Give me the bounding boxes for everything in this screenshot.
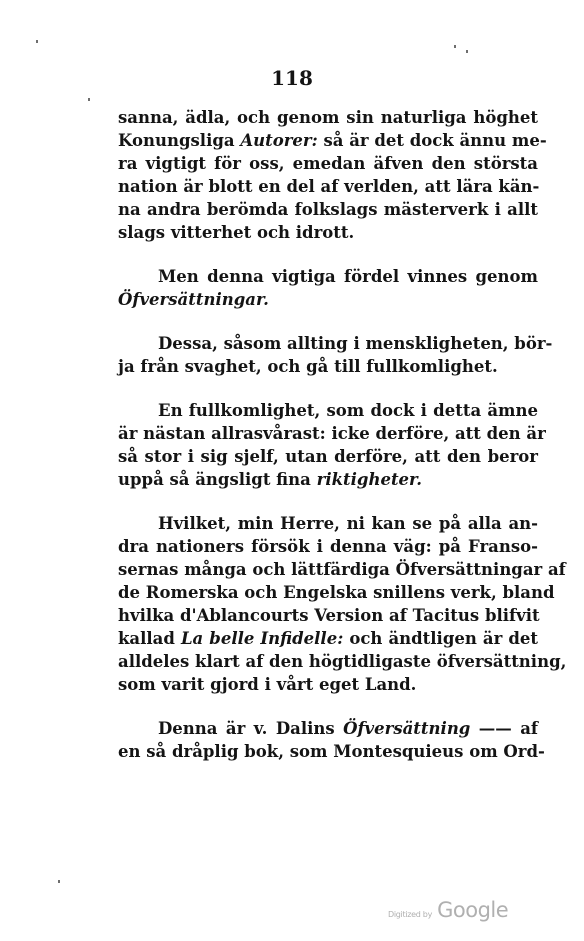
text-line xyxy=(118,198,538,221)
scan-speck xyxy=(58,880,60,883)
text-span: sernas många och lättfärdiga Öfversättningar af xyxy=(118,560,566,579)
text-span: ra vigtigt för oss, emedan äfven den största xyxy=(118,154,538,173)
google-logo-text: Google xyxy=(437,898,509,922)
text-span: Dessa, såsom allting i menskligheten, bör- xyxy=(158,334,553,353)
text-span: En fullkomlighet, som dock i detta ämne xyxy=(158,401,538,420)
scan-speck xyxy=(88,98,90,101)
text-span: dra nationers försök i denna väg: på Franso- xyxy=(118,537,538,556)
italic-span: Autorer: xyxy=(240,131,318,150)
text-span: Konungsliga xyxy=(118,131,241,150)
paragraph xyxy=(118,399,546,491)
text-span: som varit gjord i vårt eget Land. xyxy=(118,675,417,694)
paragraph xyxy=(118,512,567,696)
paragraph xyxy=(118,332,553,378)
text-span: så är det dock ännu me- xyxy=(317,131,547,150)
text-span: de Romerska och Engelska snillens verk, bland xyxy=(118,583,555,602)
italic-span: Öfversättning xyxy=(343,719,471,738)
text-line xyxy=(118,265,538,288)
text-span: —— af xyxy=(470,719,538,738)
text-span: Denna är v. Dalins xyxy=(158,719,344,738)
text-span: uppå så ängsligt fina xyxy=(118,470,317,489)
text-line xyxy=(118,399,538,422)
text-line xyxy=(118,355,538,378)
text-line xyxy=(118,604,538,627)
text-span: Hvilket, min Herre, ni kan se på alla an- xyxy=(158,514,538,533)
text-line xyxy=(118,558,566,581)
paragraph xyxy=(118,265,538,311)
text-line xyxy=(118,740,545,763)
text-line xyxy=(118,512,538,535)
paragraph xyxy=(118,106,547,244)
text-line xyxy=(118,106,538,129)
text-span: kallad xyxy=(118,629,181,648)
italic-span: riktigheter. xyxy=(316,470,422,489)
scan-speck xyxy=(36,40,38,43)
text-line xyxy=(118,717,538,740)
body-text xyxy=(118,106,567,784)
text-span: hvilka d'Ablancourts Version af Tacitus blifvit xyxy=(118,606,540,625)
text-span: slags vitterhet och idrott. xyxy=(118,223,355,242)
text-line xyxy=(118,673,538,696)
text-line xyxy=(118,221,538,244)
scan-speck xyxy=(454,45,456,48)
paragraph xyxy=(118,717,545,763)
italic-span: La belle Infidelle: xyxy=(180,629,344,648)
text-span: en så dråplig bok, som Montesquieus om Ord- xyxy=(118,742,545,761)
text-line xyxy=(118,581,555,604)
text-line xyxy=(118,445,538,468)
italic-span: Öfversättningar. xyxy=(118,290,269,309)
text-line xyxy=(118,288,538,311)
page-number: 118 xyxy=(271,66,313,90)
text-line xyxy=(118,175,538,198)
scan-speck xyxy=(466,50,468,53)
text-span: sanna, ädla, och genom sin naturliga höghet xyxy=(118,108,538,127)
text-line xyxy=(118,627,538,650)
text-span: nation är blott en del af verlden, att lära kän- xyxy=(118,177,540,196)
text-line xyxy=(118,535,538,558)
text-line xyxy=(118,468,538,491)
text-span: är nästan allrasvårast: icke derföre, att den är xyxy=(118,424,546,443)
text-line xyxy=(118,152,538,175)
text-span: och ändtligen är det xyxy=(343,629,539,648)
text-line xyxy=(118,650,567,673)
text-line xyxy=(118,422,546,445)
text-span: alldeles klart af den högtidligaste öfversättning, xyxy=(118,652,567,671)
text-span: Men denna vigtiga fördel vinnes genom xyxy=(158,267,538,286)
digitized-by-google-watermark xyxy=(388,898,508,922)
text-line xyxy=(118,332,553,355)
text-span: na andra berömda folkslags mästerverk i allt xyxy=(118,200,538,219)
watermark-small-text: Digitized by xyxy=(388,910,432,919)
text-span: ja från svaghet, och gå till fullkomlighet. xyxy=(118,357,498,376)
text-line xyxy=(118,129,547,152)
text-span: så stor i sig sjelf, utan derföre, att den beror xyxy=(118,447,538,466)
